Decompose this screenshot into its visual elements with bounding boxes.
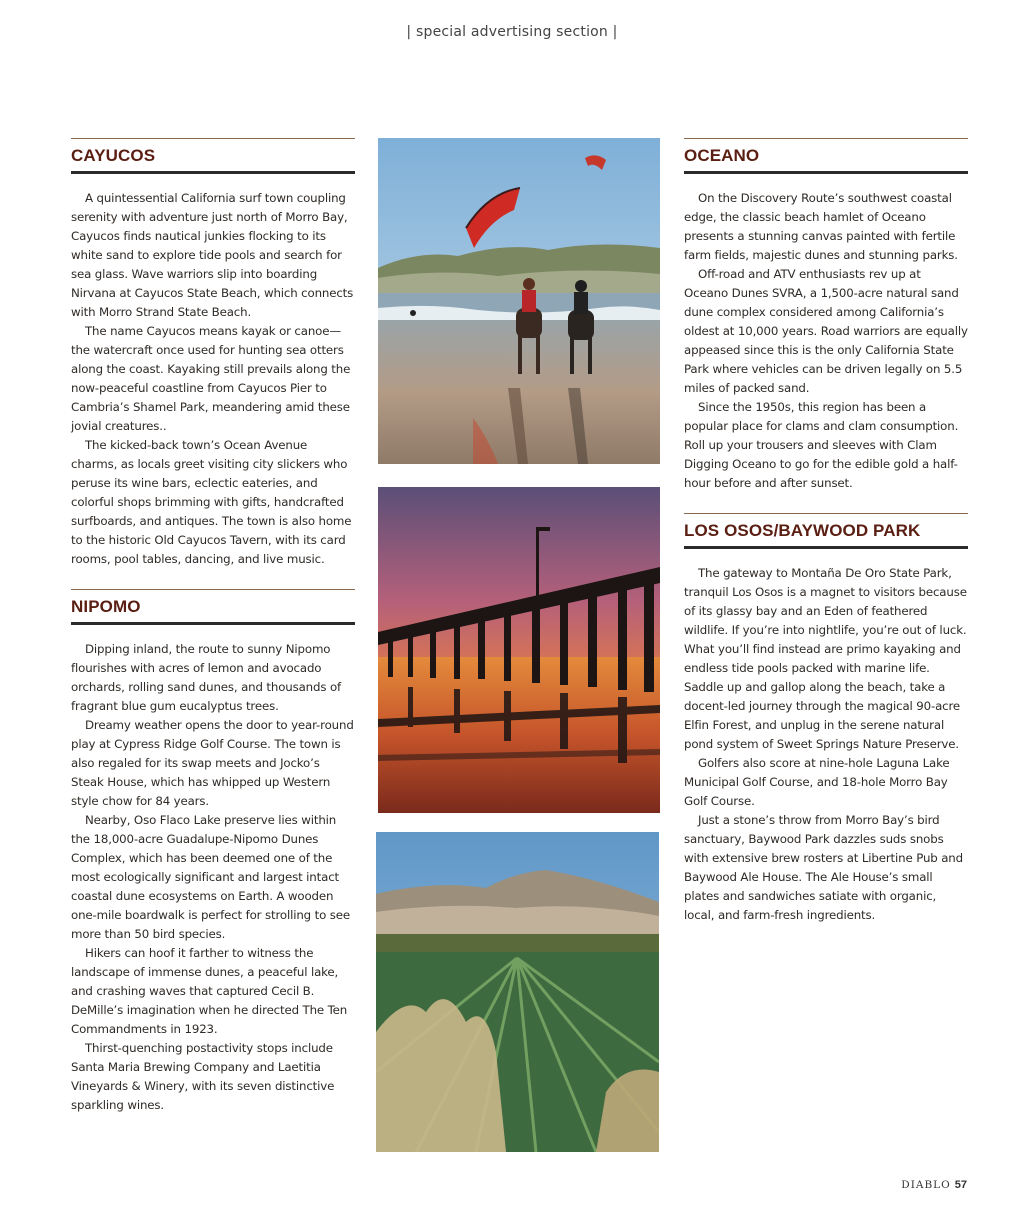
- oceano-heading: OCEANO: [684, 146, 760, 165]
- beach-horses-photo: [378, 138, 660, 464]
- dunes-field-photo: [376, 832, 659, 1152]
- section-header: | special advertising section |: [406, 24, 618, 40]
- paragraph: Hikers can hoof it farther to witness the landscape of immense dunes, a peaceful lake, and crashing waves that captured Cecil B. DeMille’s imagination when he directed The Ten Commandments in 1923.: [71, 946, 348, 1036]
- page-footer: [901, 1179, 967, 1191]
- paragraph: The kicked-back town’s Ocean Avenue charms, as locals greet visiting city slickers who peruse its wine bars, eclectic eateries, and colorful shops brimming with gifts, handcrafted surfboards, and antiques. The town is also home to the historic Old Cayucos Tavern, with its card rooms, pool tables, dancing, and live music.: [71, 438, 352, 566]
- magazine-name: DIABLO: [901, 1179, 951, 1191]
- heading-bottom-rule: [684, 546, 968, 549]
- los-osos-section: [684, 513, 968, 925]
- paragraph: The gateway to Montaña De Oro State Park, tranquil Los Osos is a magnet to visitors because of its glassy bay and an Eden of feathered wildlife. If you’re into nightlife, you’re out of luck. What you’ll find instead are primo kayaking and endless tide pools packed with marine life. Saddle up and gallop along the beach, take a docent-led journey through the magical 90-acre Elfin Forest, and unplug in the serene natural pond system of Sweet Springs Nature Preserve.: [684, 566, 967, 751]
- heading-bottom-rule: [71, 622, 355, 625]
- left-column: [71, 138, 355, 1135]
- paragraph: Off-road and ATV enthusiasts rev up at Oceano Dunes SVRA, a 1,500-acre natural sand dune complex considered among California’s oldest at 10,000 years. Road warriors are equally appeased since this is the only California State Park where vehicles can be driven legally on 5.5 miles of packed sand.: [684, 267, 968, 395]
- cayucos-section: [71, 138, 355, 569]
- oceano-section: [684, 138, 968, 493]
- page-number: 57: [954, 1179, 967, 1191]
- cayucos-heading: CAYUCOS: [71, 146, 156, 165]
- paragraph: Just a stone’s throw from Morro Bay’s bird sanctuary, Baywood Park dazzles suds snobs with extensive brew rosters at Libertine Pub and Baywood Ale House. The Ale House’s small plates and sandwiches satiate with organic, local, and farm-fresh ingredients.: [684, 813, 963, 922]
- heading-bottom-rule: [684, 171, 968, 174]
- nipomo-section: [71, 589, 355, 1115]
- paragraph: Since the 1950s, this region has been a popular place for clams and clam consumption. Roll up your trousers and sleeves with Clam Digging Oceano to go for the edible gold a half-hour before and after sunset.: [684, 400, 959, 490]
- right-column: [684, 138, 968, 945]
- paragraph: A quintessential California surf town coupling serenity with adventure just north of Morro Bay, Cayucos finds nautical junkies flocking to its white sand to explore tide pools and search for sea glass. Wave warriors slip into boarding Nirvana at Cayucos State Beach, which connects with Morro Strand State Beach.: [71, 191, 354, 319]
- los-osos-heading: LOS OSOS/BAYWOOD PARK: [684, 521, 921, 540]
- paragraph: On the Discovery Route’s southwest coastal edge, the classic beach hamlet of Oceano presents a stunning canvas painted with fertile farm fields, majestic dunes and stunning parks.: [684, 191, 958, 262]
- pier-sunset-photo: [378, 487, 660, 813]
- paragraph: Golfers also score at nine-hole Laguna Lake Municipal Golf Course, and 18-hole Morro Bay Golf Course.: [684, 756, 950, 808]
- paragraph: Nearby, Oso Flaco Lake preserve lies within the 18,000-acre Guadalupe-Nipomo Dunes Complex, which has been deemed one of the most ecologically significant and largest intact coastal dune ecosystems on Earth. A wooden one-mile boardwalk is perfect for strolling to see more than 50 bird species.: [71, 813, 350, 941]
- paragraph: The name Cayucos means kayak or canoe—the watercraft once used for hunting sea otters along the coast. Kayaking still prevails along the now-peaceful coastline from Cayucos Pier to Cambria’s Shamel Park, meandering amid these jovial creatures..: [71, 324, 351, 433]
- nipomo-heading: NIPOMO: [71, 597, 141, 616]
- paragraph: Dreamy weather opens the door to year-round play at Cypress Ridge Golf Course. The town is also regaled for its swap meets and Jocko’s Steak House, which has whipped up Western style chow for 84 years.: [71, 718, 354, 808]
- paragraph: Dipping inland, the route to sunny Nipomo flourishes with acres of lemon and avocado orchards, rolling sand dunes, and thousands of fragrant blue gum eucalyptus trees.: [71, 642, 342, 713]
- heading-bottom-rule: [71, 171, 355, 174]
- paragraph: Thirst-quenching postactivity stops include Santa Maria Brewing Company and Laetitia Vineyards & Winery, with its seven distinctive sparkling wines.: [71, 1041, 335, 1112]
